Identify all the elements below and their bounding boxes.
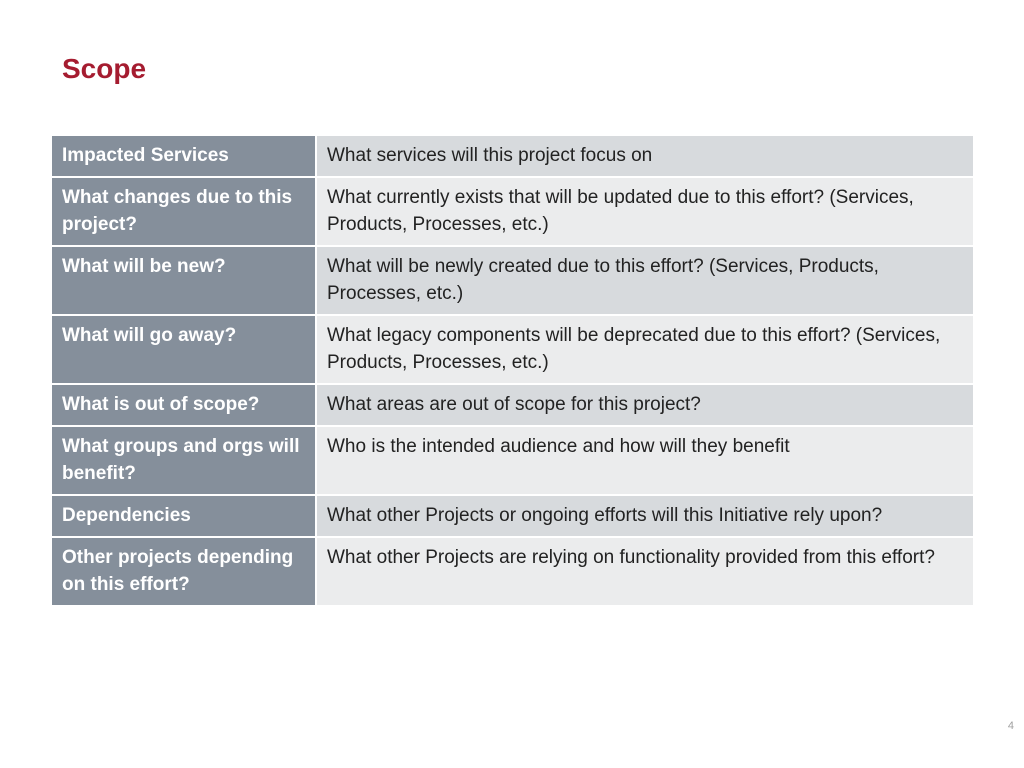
row-label: What is out of scope? (52, 384, 316, 426)
table-row (52, 136, 973, 177)
page-number: 4 (1007, 720, 1014, 732)
row-label: What groups and orgs will benefit? (52, 426, 316, 495)
row-value: What will be newly created due to this effort? (Services, Products, Processes, etc.) (316, 246, 973, 315)
row-value: Who is the intended audience and how will they benefit (316, 426, 973, 495)
table-row (52, 315, 973, 384)
row-label: What will go away? (52, 315, 316, 384)
row-value: What other Projects are relying on functionality provided from this effort? (316, 537, 973, 606)
table-row (52, 384, 973, 426)
row-label: What changes due to this project? (52, 177, 316, 246)
table-row (52, 177, 973, 246)
table-row (52, 495, 973, 537)
scope-table (52, 136, 973, 607)
table-row (52, 537, 973, 606)
row-label: Impacted Services (52, 136, 316, 177)
row-value: What areas are out of scope for this project? (316, 384, 973, 426)
table-row (52, 426, 973, 495)
row-label: Other projects depending on this effort? (52, 537, 316, 606)
row-value: What other Projects or ongoing efforts will this Initiative rely upon? (316, 495, 973, 537)
row-value: What services will this project focus on (316, 136, 973, 177)
row-value: What currently exists that will be updated due to this effort? (Services, Products, Processes, etc.) (316, 177, 973, 246)
row-label: What will be new? (52, 246, 316, 315)
row-label: Dependencies (52, 495, 316, 537)
table-row (52, 246, 973, 315)
row-value: What legacy components will be deprecated due to this effort? (Services, Products, Processes, etc.) (316, 315, 973, 384)
page-title: Scope (62, 53, 147, 84)
